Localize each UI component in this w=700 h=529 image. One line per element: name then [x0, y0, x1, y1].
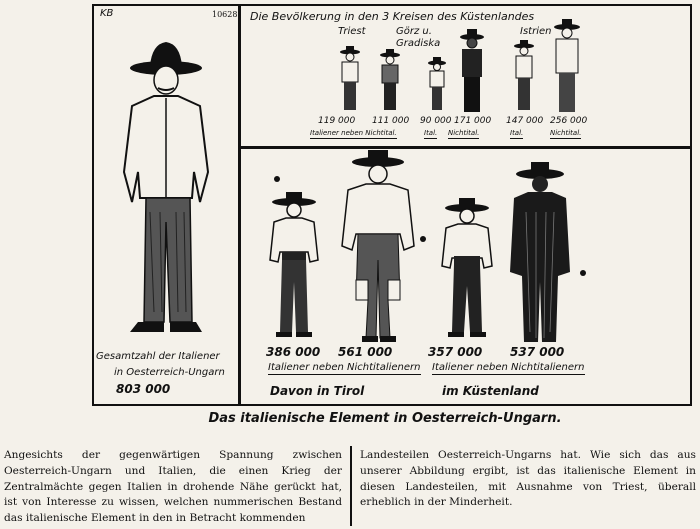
main-title: Das italienische Element in Oesterreich-Ungarn.	[208, 411, 562, 426]
goerz-others-figure	[458, 28, 486, 114]
article-column-left: Angesichts der gegenwärtigen Spannung zwischen Oesterreich-Ungarn und Italien, die einen Krieg der Zentralmächte gegen Italien in drohende Nähe gerückt hat, ist von Interesse zu wissen, welchen nummerischen Bestand das italienische Element in den in Betracht kommenden	[4, 449, 342, 525]
total-label-line2: in Oesterreich-Ungarn	[114, 367, 225, 378]
goerz-others-caption: Nichtital.	[448, 129, 480, 137]
istrien-italians-figure	[512, 38, 536, 112]
istrien-others-value: 256 000	[550, 116, 588, 126]
tirol-italians-value: 386 000	[266, 345, 321, 359]
goerz-others-value: 171 000	[454, 116, 492, 126]
kuesten-others-figure	[506, 162, 574, 344]
tirol-others-value: 561 000	[338, 345, 393, 359]
region-name-triest: Triest	[338, 26, 366, 37]
istrien-italians-caption: Ital.	[510, 129, 524, 137]
goerz-italians-value: 90 000	[420, 116, 452, 126]
region-panel-title: Die Bevölkerung in den 3 Kreisen des Küstenlandes	[250, 10, 535, 23]
kuesten-caption: Italiener neben Nichtitalienern	[432, 362, 585, 373]
total-value: 803 000	[116, 382, 171, 396]
triest-others-value: 111 000	[372, 116, 410, 126]
kuesten-place: im Küstenland	[442, 384, 539, 398]
tirol-others-figure	[338, 150, 418, 344]
kuesten-italians-figure	[438, 198, 496, 340]
istrien-others-caption: Nichtital.	[550, 129, 582, 137]
figure-number: 10628	[212, 10, 238, 19]
artist-signature: KB	[100, 8, 114, 19]
kuesten-italians-value: 357 000	[428, 345, 483, 359]
triest-italians-figure	[338, 44, 362, 112]
vertical-divider	[238, 4, 241, 406]
triest-caption: Italiener neben Nichtital.	[310, 129, 397, 137]
total-label-line1: Gesamtzahl der Italiener	[96, 351, 220, 362]
ornament-dot	[580, 270, 586, 276]
istrien-italians-value: 147 000	[506, 116, 544, 126]
goerz-italians-caption: Ital.	[424, 129, 438, 137]
ornament-dot	[274, 176, 280, 182]
triest-italians-value: 119 000	[318, 116, 356, 126]
tirol-caption: Italiener neben Nichtitalienern	[268, 362, 421, 373]
horizontal-divider	[240, 146, 692, 149]
kuesten-others-value: 537 000	[510, 345, 565, 359]
total-label	[96, 349, 225, 381]
istrien-others-figure	[552, 18, 582, 114]
tirol-place: Davon in Tirol	[270, 384, 365, 398]
column-separator	[350, 446, 352, 526]
goerz-italians-figure	[426, 56, 448, 112]
ornament-dot	[420, 236, 426, 242]
region-name-istrien: Istrien	[520, 26, 552, 37]
tirol-italians-figure	[266, 192, 322, 340]
region-name-goerz: Görz u. Gradiska	[396, 26, 441, 49]
article-column-right: Landesteilen Oesterreich-Ungarns hat. Wie sich das aus unserer Abbildung ergibt, ist das italienische Element in diesen Landesteilen, mit Ausnahme von Triest, überall erheblich in der Minderheit.	[360, 449, 696, 509]
triest-others-figure	[378, 48, 402, 112]
total-italians-figure	[104, 22, 224, 344]
